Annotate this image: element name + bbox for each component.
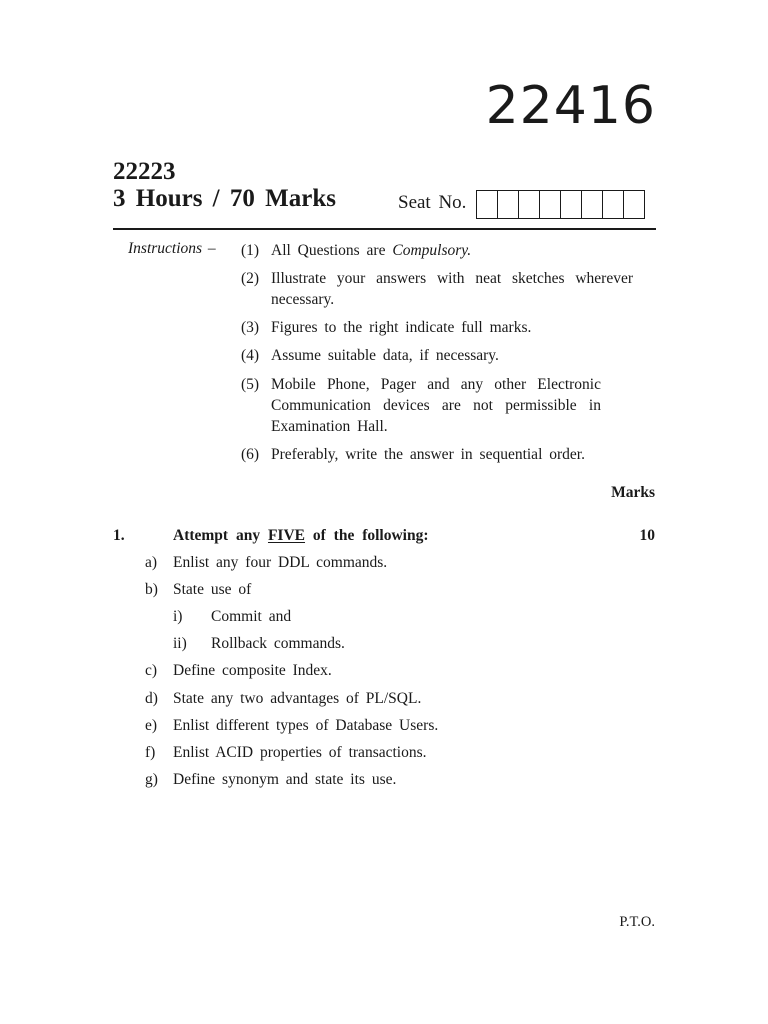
- seat-box[interactable]: [540, 191, 561, 218]
- instruction-text: Figures to the right indicate full marks.: [271, 319, 532, 336]
- instruction-number: (5): [241, 376, 260, 393]
- part-letter: c): [145, 662, 158, 679]
- part-text: State any two advantages of PL/SQL.: [173, 690, 422, 707]
- instruction-item: [241, 444, 641, 465]
- seat-box[interactable]: [624, 191, 645, 218]
- instruction-text: Assume suitable data, if necessary.: [271, 347, 499, 364]
- instruction-number: (4): [241, 347, 260, 364]
- question-number: 1.: [113, 527, 125, 544]
- instruction-item: [241, 317, 633, 338]
- part-letter: a): [145, 554, 158, 571]
- part-letter: d): [145, 690, 158, 707]
- seat-box[interactable]: [477, 191, 498, 218]
- seat-box[interactable]: [519, 191, 540, 218]
- part-letter: f): [145, 744, 156, 761]
- part-text: Define composite Index.: [173, 662, 332, 679]
- subpart-number: ii): [173, 635, 187, 652]
- part-text: Enlist any four DDL commands.: [173, 554, 388, 571]
- instruction-item: [241, 374, 601, 437]
- paper-code: 22416: [485, 76, 656, 136]
- seat-number-boxes[interactable]: [476, 190, 645, 219]
- seat-box[interactable]: [498, 191, 519, 218]
- part-letter: e): [145, 717, 158, 734]
- please-turn-over: P.T.O.: [619, 914, 655, 930]
- seat-number-label: Seat No.: [398, 192, 467, 213]
- part-text: Define synonym and state its use.: [173, 771, 397, 788]
- question-marks: 10: [639, 527, 655, 544]
- part-text: Enlist ACID properties of transactions.: [173, 744, 427, 761]
- instructions-label: Instructions –: [128, 240, 216, 257]
- subpart-text: Rollback commands.: [211, 635, 345, 652]
- subject-code: 22223: [113, 158, 176, 185]
- duration-marks: 3 Hours / 70 Marks: [113, 185, 336, 212]
- instruction-number: (6): [241, 446, 260, 463]
- instruction-item: [241, 345, 633, 366]
- header-divider: [113, 228, 656, 230]
- subpart-text: Commit and: [211, 608, 292, 625]
- subpart-number: i): [173, 608, 183, 625]
- seat-box[interactable]: [603, 191, 624, 218]
- instruction-text: Mobile Phone, Pager and any other Electronic Communication devices are not permissible in Examination Hall.: [271, 376, 601, 435]
- seat-box[interactable]: [561, 191, 582, 218]
- instruction-number: (3): [241, 319, 260, 336]
- instruction-item: [241, 268, 633, 310]
- instruction-text: Preferably, write the answer in sequential order.: [271, 446, 585, 463]
- instruction-text: All Questions are Compulsory.: [271, 242, 472, 259]
- instruction-item: [241, 240, 633, 261]
- seat-box[interactable]: [582, 191, 603, 218]
- marks-heading: Marks: [611, 484, 655, 501]
- instruction-number: (1): [241, 242, 260, 259]
- part-letter: g): [145, 771, 158, 788]
- part-text: Enlist different types of Database Users.: [173, 717, 439, 734]
- part-text: State use of: [173, 581, 252, 598]
- instruction-number: (2): [241, 270, 260, 287]
- part-letter: b): [145, 581, 158, 598]
- instruction-text: Illustrate your answers with neat sketches wherever necessary.: [271, 270, 633, 308]
- question-title: Attempt any FIVE of the following:: [173, 527, 429, 544]
